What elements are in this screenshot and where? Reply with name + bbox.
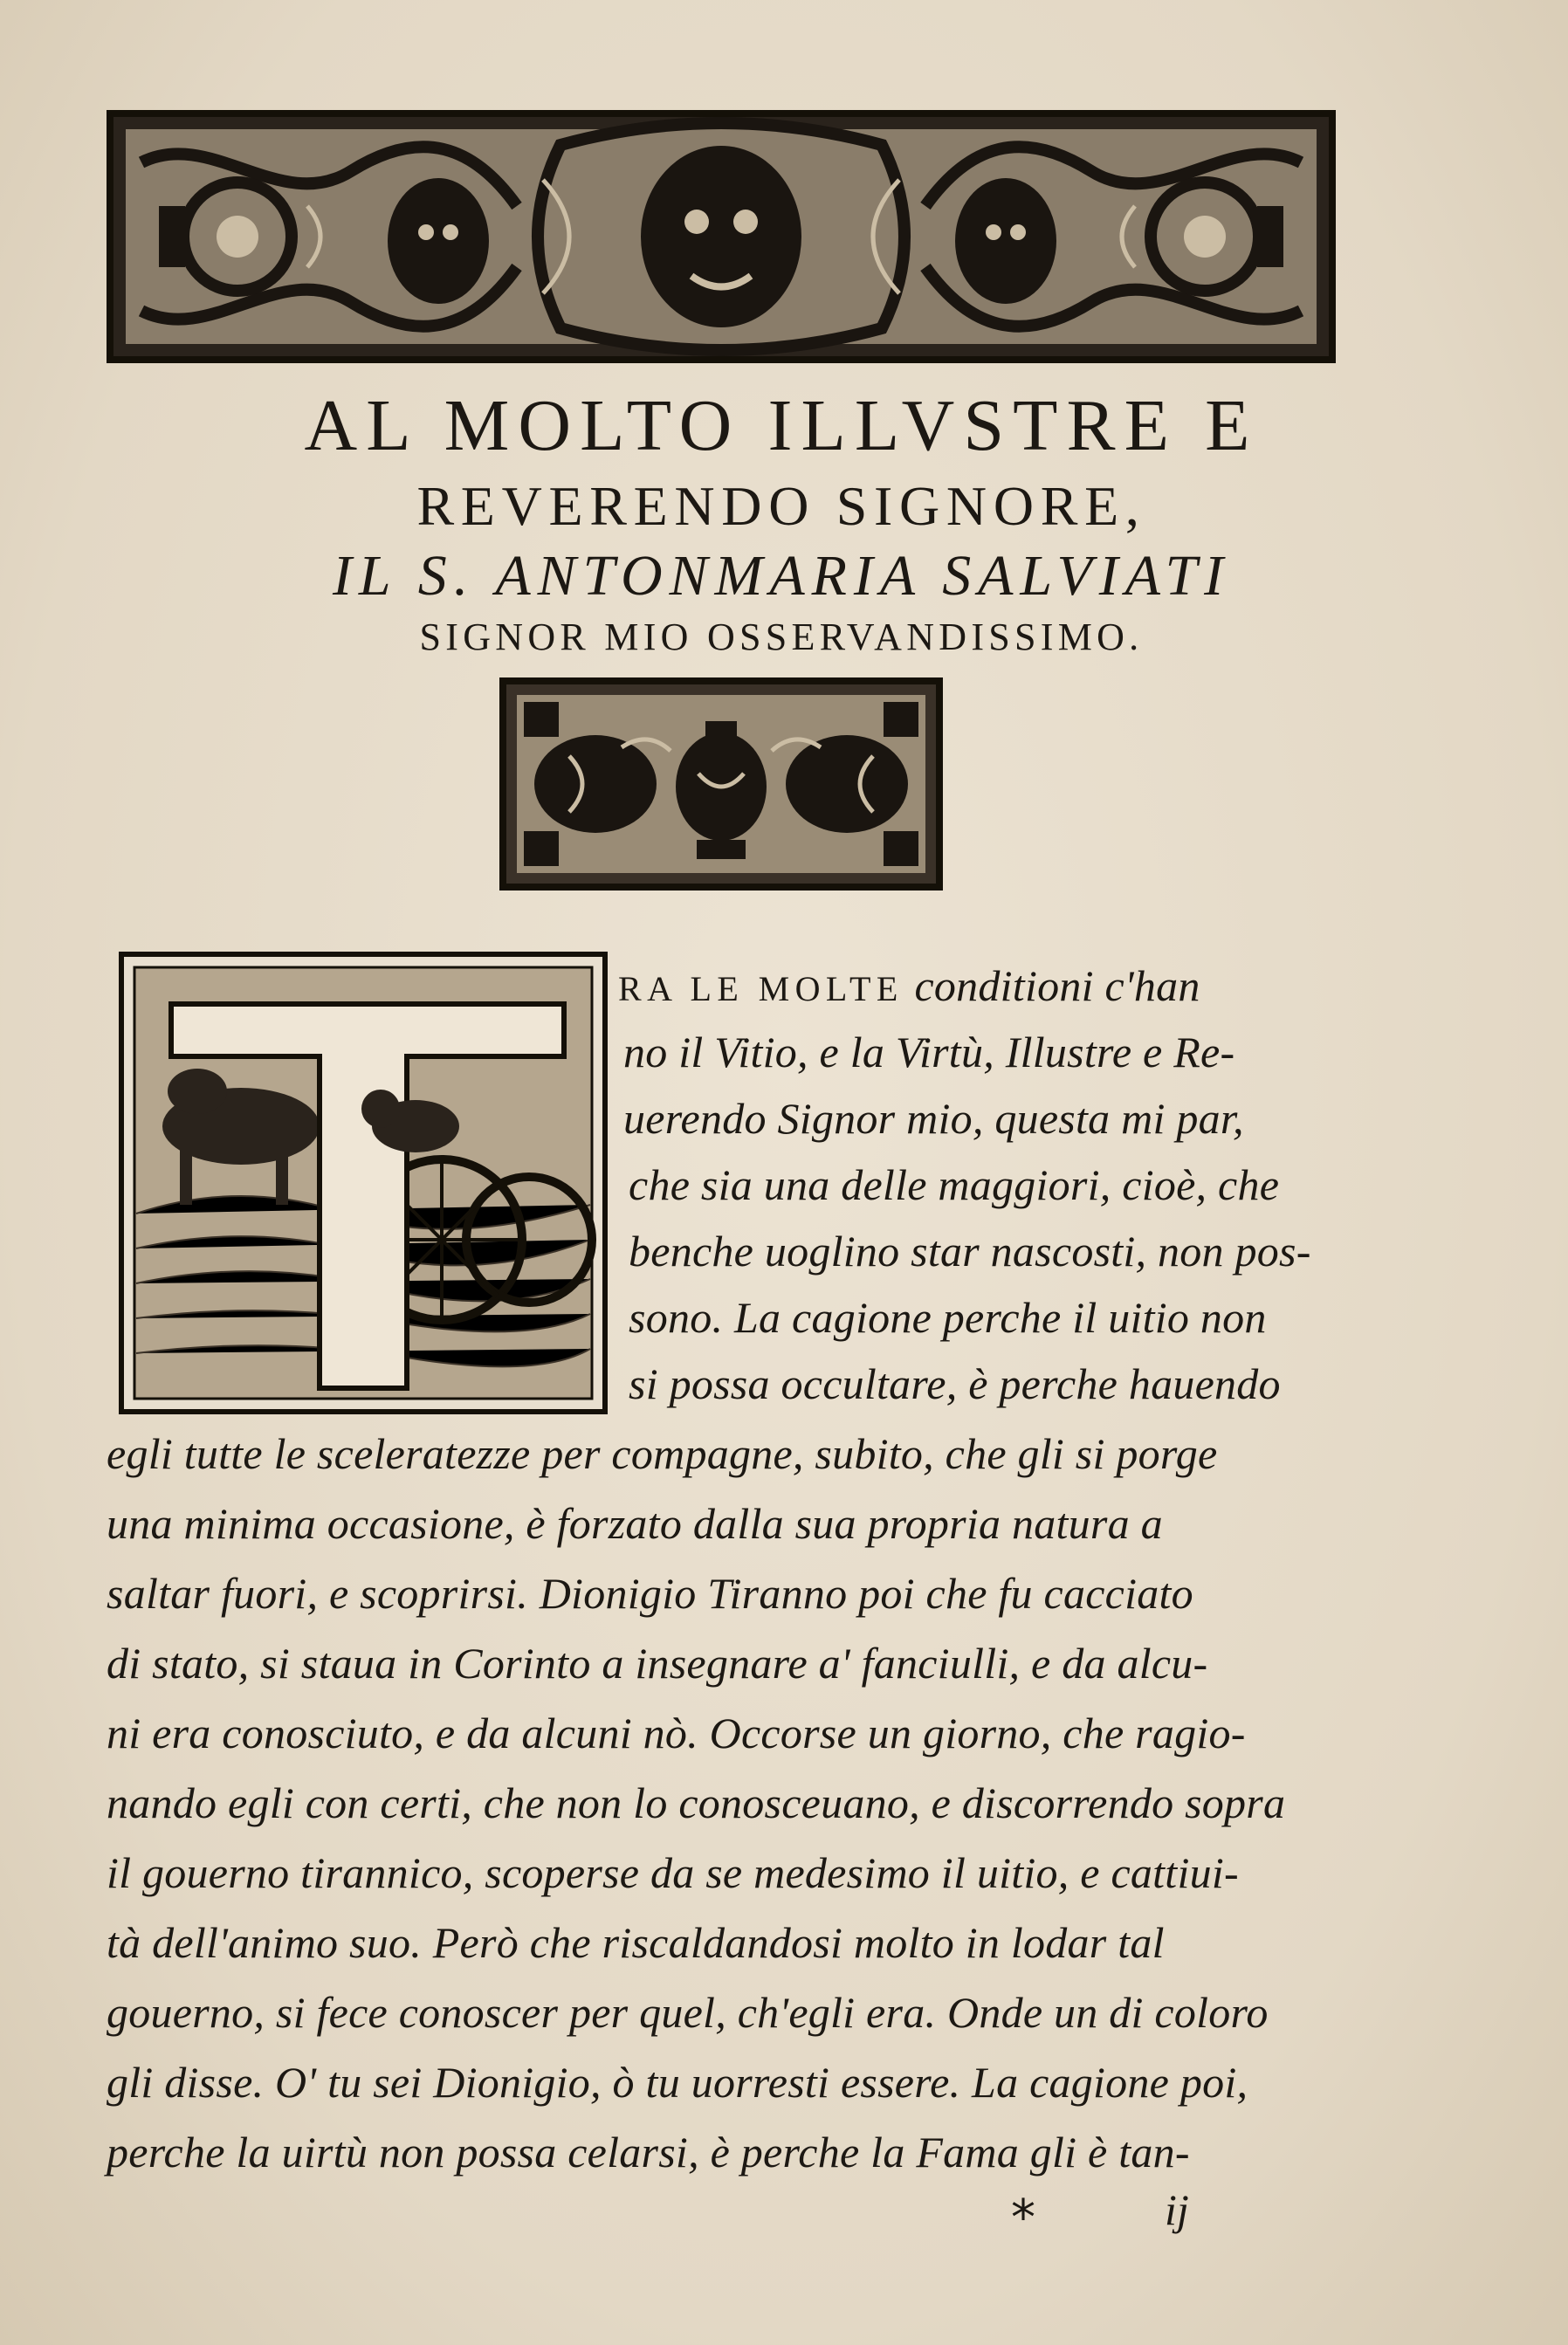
text-line: gouerno, si fece conoscer per quel, ch'egli era. Onde un di coloro xyxy=(107,1988,1269,2037)
dedication-heading-line-1: AL MOLTO ILLVSTRE E xyxy=(304,385,1259,466)
initial-woodcut-svg xyxy=(119,952,608,1414)
ornament-vase-svg xyxy=(499,677,943,891)
text-line: una minima occasione, è forzato dalla sua propria natura a xyxy=(107,1499,1163,1548)
text-line: benche uoglino star nascosti, non pos- xyxy=(629,1227,1311,1276)
text-line: che sia una delle maggiori, cioè, che xyxy=(629,1160,1280,1209)
text-line: saltar fuori, e scoprirsi. Dionigio Tiranno poi che fu cacciato xyxy=(107,1569,1193,1618)
text-line: ni era conosciuto, e da alcuni nò. Occorse un giorno, che ragio- xyxy=(107,1709,1246,1757)
text-line: perche la uirtù non possa celarsi, è perche la Fama gli è tan- xyxy=(107,2128,1190,2177)
text-line: di stato, si staua in Corinto a insegnare a' fanciulli, e da alcu- xyxy=(107,1639,1208,1688)
opening-caps: RA LE MOLTE xyxy=(618,969,904,1008)
text-line: tà dell'animo suo. Però che riscaldandosi molto in lodar tal xyxy=(107,1918,1165,1967)
ornament-header-svg xyxy=(107,110,1336,363)
text-line-0 xyxy=(618,953,1200,1021)
text-line: no il Vitio, e la Virtù, Illustre e Re- xyxy=(623,1028,1235,1076)
dedication-heading-line-4: SIGNOR MIO OSSERVANDISSIMO. xyxy=(419,615,1144,658)
decorated-initial-t xyxy=(119,952,608,1414)
woodcut-vase-ornament xyxy=(499,677,943,891)
text-line: gli disse. O' tu sei Dionigio, ò tu uorresti essere. La cagione poi, xyxy=(107,2058,1248,2107)
page-signature: ij xyxy=(1165,2185,1189,2234)
dedication-heading-line-3: IL S. ANTONMARIA SALVIATI xyxy=(333,544,1230,608)
text-line: uerendo Signor mio, questa mi par, xyxy=(623,1094,1244,1143)
woodcut-header-ornament xyxy=(107,110,1336,363)
text-line: nando egli con certi, che non lo conosceuano, e discorrendo sopra xyxy=(107,1778,1286,1827)
signature-asterisk: * xyxy=(1011,2190,1035,2246)
opening-rest: conditioni c'han xyxy=(914,961,1200,1010)
text-line: il gouerno tirannico, scoperse da se medesimo il uitio, e cattiui- xyxy=(107,1848,1239,1897)
text-line: egli tutte le sceleratezze per compagne, subito, che gli si porge xyxy=(107,1429,1218,1478)
dedication-heading-line-2: REVERENDO SIGNORE, xyxy=(416,475,1146,537)
text-line: si possa occultare, è perche hauendo xyxy=(629,1359,1281,1408)
text-line: sono. La cagione perche il uitio non xyxy=(629,1293,1267,1342)
